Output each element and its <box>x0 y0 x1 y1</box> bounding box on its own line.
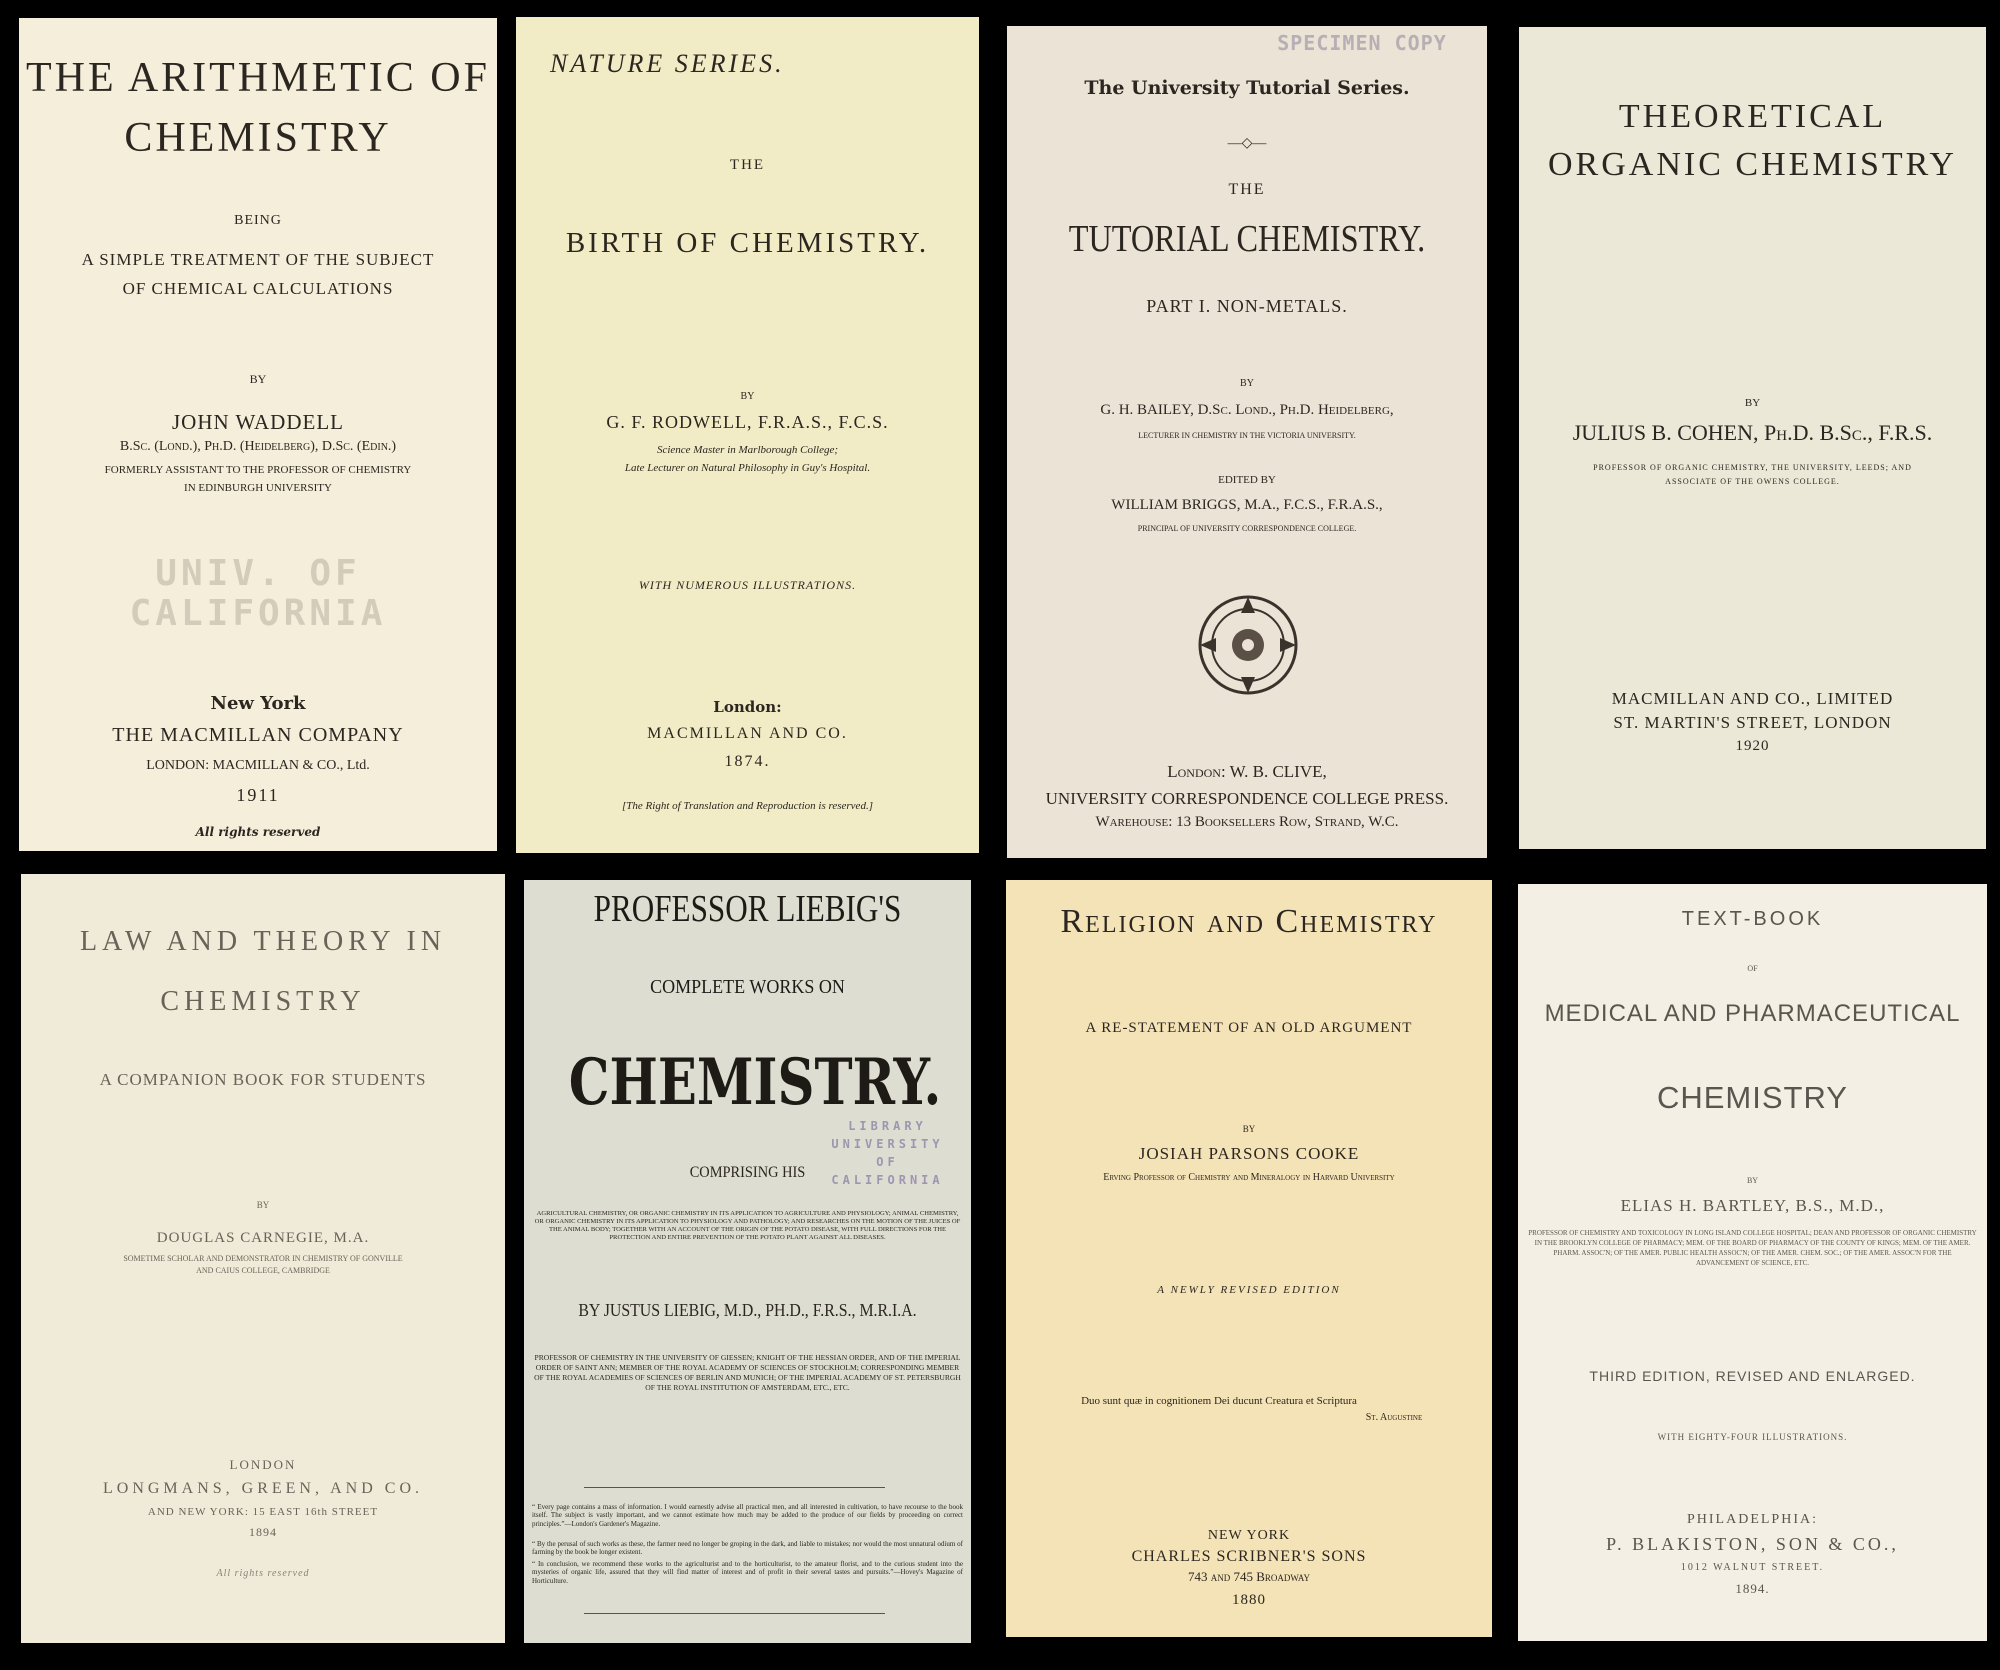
edition-note: A NEWLY REVISED EDITION <box>1157 1284 1341 1296</box>
series-name: The University Tutorial Series. <box>1084 77 1410 99</box>
publisher-place: New York <box>210 693 306 714</box>
publication-year: 1874. <box>724 753 771 770</box>
author-desc: PROFESSOR OF CHEMISTRY IN THE UNIVERSITY OF GIESSEN; KNIGHT OF THE HESSIAN ORDER, AND OF THE IMPERIAL ORDER OF SAINT ANN; MEMBER OF THE ROYAL ACADEMY OF SCIENCES OF STOCKHOLM; CORRESPONDING MEMBER OF THE ROYAL ACADEMIES OF SCIENCES OF BERLIN AND MUNICH; OF THE IMPERIAL ACADEMY OF ST. PETERSBURGH OF THE ROYAL INSTITUTION OF AMSTERDAM, ETC., ETC. <box>534 1353 961 1392</box>
edition-note: THIRD EDITION, REVISED AND ENLARGED. <box>1589 1368 1916 1384</box>
publication-year: 1894 <box>249 1525 277 1539</box>
college-crest-emblem <box>1193 586 1303 704</box>
review-quote-1: “ Every page contains a mass of information. I would earnestly advise all practical men, and all interested in cultivation, to have recourse to the book itself. The subject is vastly important, and we cannot estimate how much may be added to the produce of our fields by proceeding on correct principles.”—London's Gardener's Magazine. <box>532 1503 963 1528</box>
epigraph-attribution: St. Augustine <box>1365 1412 1423 1423</box>
publisher-name: MACMILLAN AND CO. <box>647 725 848 742</box>
publisher-address: ST. MARTIN'S STREET, LONDON <box>1613 713 1892 732</box>
divider-rule <box>584 1487 885 1488</box>
book-title-line-2: CHEMISTRY <box>124 115 392 161</box>
bottom-rule <box>584 1613 885 1614</box>
author-desc: PROFESSOR OF CHEMISTRY AND TOXICOLOGY IN LONG ISLAND COLLEGE HOSPITAL; DEAN AND PROFESSOR OF ORGANIC CHEMISTRY IN THE BROOKLYN COLLEGE OF PHARMACY; MEM. OF THE BOARD OF PHARMACY OF THE COUNTY OF KINGS; MEM. OF THE AMER. PHARM. ASSOC'N; OF THE AMER. PUBLIC HEALTH ASSOC'N; OF THE AMER. CHEM. SOC.; OF THE AMER. ASSOC'N FOR THE ADVANCEMENT OF SCIENCE, ETC. <box>1528 1229 1977 1268</box>
book-title-line-1: TEXT-BOOK <box>1681 908 1824 930</box>
publisher-name: MACMILLAN AND CO., LIMITED <box>1611 689 1894 708</box>
editor-name: WILLIAM BRIGGS, M.A., F.C.S., F.R.A.S., <box>1111 497 1383 513</box>
publication-year: 1894. <box>1735 1581 1770 1596</box>
by-label: BY <box>1240 378 1254 389</box>
publisher-address: 743 and 745 Broadway <box>1187 1569 1311 1584</box>
author-name: ELIAS H. BARTLEY, B.S., M.D., <box>1620 1196 1885 1215</box>
by-label: BY <box>1242 1124 1256 1134</box>
part-label: PART I. NON-METALS. <box>1146 296 1348 316</box>
book-title-line-1: THEORETICAL <box>1618 98 1887 135</box>
book-title: BIRTH OF CHEMISTRY. <box>565 227 930 259</box>
publisher-name: THE MACMILLAN COMPANY <box>112 724 404 746</box>
author-name: G. H. BAILEY, D.Sc. Lond., Ph.D. Heidelberg, <box>1100 402 1394 418</box>
review-quote-3: “ In conclusion, we recommend these works to the agriculturist and to the horticulturist, to the amateur florist, and to the curious student into the mysteries of organic life, assured that they will find matter of interest and of profit in their several tastes and pursuits.”—Hovey's Magazine of Horticulture. <box>532 1560 963 1585</box>
library-stamp-line-1: UNIV. OF <box>155 553 361 594</box>
contents-summary: AGRICULTURAL CHEMISTRY, OR ORGANIC CHEMISTRY IN ITS APPLICATION TO AGRICULTURE AND PHYSIOLOGY; ANIMAL CHEMISTRY, OR ORGANIC CHEMISTRY IN ITS APPLICATION TO PHYSIOLOGY AND PATHOLOGY; AND RESEARCHES ON THE MOTION OF THE JUICES OF THE ANIMAL BODY; TOGETHER WITH AN ACCOUNT OF THE ORIGIN OF THE POTATO DISEASE, WITH FULL DIRECTIONS FOR THE PROTECTION AND ENTIRE PREVENTION OF THE POTATO PLANT AGAINST ALL DISEASES. <box>534 1210 961 1241</box>
title-page-religion-and-chemistry <box>1006 880 1492 1637</box>
author-name: DOUGLAS CARNEGIE, M.A. <box>156 1230 370 1246</box>
publication-year: 1880 <box>1232 1592 1266 1608</box>
author-desc-line-2: AND CAIUS COLLEGE, CAMBRIDGE <box>196 1266 330 1275</box>
publisher-london: LONDON: MACMILLAN & CO., Ltd. <box>146 758 370 773</box>
publication-year: 1920 <box>1735 738 1770 754</box>
library-stamp-line-1: LIBRARY <box>848 1119 927 1133</box>
library-stamp-line-2: CALIFORNIA <box>129 593 387 634</box>
book-title-line-2: CHEMISTRY <box>160 986 366 1017</box>
author-desc-line-1: SOMETIME SCHOLAR AND DEMONSTRATOR IN CHEMISTRY OF GONVILLE <box>123 1254 403 1263</box>
book-title: Religion and Chemistry <box>1060 903 1438 940</box>
warehouse-address: Warehouse: 13 Booksellers Row, Strand, W.C. <box>1095 814 1399 830</box>
subtitle: A RE-STATEMENT OF AN OLD ARGUMENT <box>1085 1020 1413 1036</box>
book-title-line-3: CHEMISTRY <box>1656 1080 1848 1115</box>
comprising-label: COMPRISING HIS <box>689 1164 806 1181</box>
author-name: JOHN WADDELL <box>171 410 344 434</box>
book-title-line-1: THE ARITHMETIC OF <box>26 55 490 101</box>
author-desc-line-1: PROFESSOR OF ORGANIC CHEMISTRY, THE UNIVERSITY, LEEDS; AND <box>1593 463 1912 472</box>
library-stamp-line-2: UNIVERSITY <box>831 1137 944 1151</box>
publisher-press: UNIVERSITY CORRESPONDENCE COLLEGE PRESS. <box>1045 789 1449 808</box>
library-stamp-line-3: OF <box>876 1155 899 1169</box>
illustrations-note: WITH EIGHTY-FOUR ILLUSTRATIONS. <box>1657 1432 1848 1442</box>
publisher-newyork: AND NEW YORK: 15 EAST 16th STREET <box>147 1506 379 1518</box>
book-title-line-3: CHEMISTRY. <box>568 1045 942 1120</box>
by-label: BY <box>1744 397 1761 409</box>
publisher-place: London: <box>713 698 782 716</box>
by-label: BY <box>740 391 755 402</box>
illustrations-note: WITH NUMEROUS ILLUSTRATIONS. <box>638 578 857 592</box>
publisher-london: London: W. B. CLIVE, <box>1167 762 1327 781</box>
edited-by-label: EDITED BY <box>1218 474 1276 486</box>
publisher-place: NEW YORK <box>1207 1528 1291 1543</box>
book-title-line-2: ORGANIC CHEMISTRY <box>1548 146 1957 183</box>
epigraph: Duo sunt quæ in cognitionem Dei ducunt Creatura et Scriptura <box>1081 1395 1357 1407</box>
publisher-name: LONGMANS, GREEN, AND CO. <box>102 1480 423 1497</box>
author-desc-line-2: ASSOCIATE OF THE OWENS COLLEGE. <box>1665 477 1840 486</box>
of-label: OF <box>1747 964 1758 973</box>
by-label: BY <box>1746 1176 1759 1185</box>
book-title-line-2: COMPLETE WORKS ON <box>650 976 845 998</box>
publisher-name: CHARLES SCRIBNER'S SONS <box>1131 1548 1367 1565</box>
subtitle-line-1: A SIMPLE TREATMENT OF THE SUBJECT <box>81 250 435 269</box>
specimen-copy-stamp: SPECIMEN COPY <box>1277 31 1447 55</box>
title-page-theoretical-organic-chemistry <box>1519 27 1986 849</box>
author-name: G. F. RODWELL, F.R.A.S., F.C.S. <box>606 412 889 432</box>
publication-year: 1911 <box>236 785 280 805</box>
book-title-line-1: PROFESSOR LIEBIG'S <box>593 888 902 930</box>
the-label: THE <box>1228 181 1266 198</box>
subtitle-line-2: OF CHEMICAL CALCULATIONS <box>122 279 394 298</box>
the-label: THE <box>729 157 766 173</box>
author-name: JULIUS B. COHEN, Ph.D. B.Sc., F.R.S. <box>1572 420 1933 445</box>
review-quote-2: “ By the perusal of such works as these, the farmer need no longer be groping in the dark, and liable to mistakes; nor would the most unnatural odium of farming by the book be longer existent. <box>532 1540 963 1557</box>
library-stamp-line-4: CALIFORNIA <box>831 1173 944 1187</box>
author-desc: LECTURER IN CHEMISTRY IN THE VICTORIA UNIVERSITY. <box>1138 431 1356 440</box>
author-desc-line-1: Science Master in Marlborough College; <box>656 444 839 456</box>
by-label: BY <box>249 372 267 386</box>
publisher-place: LONDON <box>229 1457 297 1472</box>
series-name: NATURE SERIES. <box>550 49 785 78</box>
book-title-line-2: MEDICAL AND PHARMACEUTICAL <box>1544 1000 1961 1027</box>
author-desc-line-2: Late Lecturer on Natural Philosophy in Guy's Hospital. <box>624 462 871 474</box>
author-desc-line-1: FORMERLY ASSISTANT TO THE PROFESSOR OF CHEMISTRY <box>104 464 412 476</box>
publisher-address: 1012 WALNUT STREET. <box>1680 1562 1825 1573</box>
publisher-place: PHILADELPHIA: <box>1687 1512 1818 1527</box>
author-desc-line-2: IN EDINBURGH UNIVERSITY <box>184 482 332 494</box>
author-desc: Erving Professor of Chemistry and Mineralogy in Harvard University <box>1103 1172 1395 1183</box>
title-page-law-and-theory-in-chemistry <box>21 874 505 1643</box>
title-page-liebig-complete-works <box>524 880 971 1643</box>
publisher-name: P. BLAKISTON, SON & CO., <box>1606 1534 1899 1554</box>
editor-desc: PRINCIPAL OF UNIVERSITY CORRESPONDENCE COLLEGE. <box>1137 524 1357 533</box>
title-page-medical-pharmaceutical-chemistry <box>1518 884 1987 1641</box>
title-page-arithmetic-of-chemistry <box>19 18 497 851</box>
by-label: BY <box>256 1200 270 1210</box>
author-name: BY JUSTUS LIEBIG, M.D., PH.D., F.R.S., M.R.I.A. <box>578 1300 917 1320</box>
author-name: JOSIAH PARSONS COOKE <box>1138 1144 1360 1163</box>
rights-notice: All rights reserved <box>195 825 321 839</box>
title-page-tutorial-chemistry <box>1007 26 1487 858</box>
series-divider-ornament: ―◇― <box>1227 136 1267 151</box>
rights-notice: All rights reserved <box>216 1568 310 1579</box>
being-label: BEING <box>234 213 282 228</box>
book-title-line-1: LAW AND THEORY IN <box>79 926 447 957</box>
rights-notice: [The Right of Translation and Reproduction is reserved.] <box>622 800 873 812</box>
author-degrees: B.Sc. (Lond.), Ph.D. (Heidelberg), D.Sc. (Edin.) <box>119 439 397 454</box>
subtitle: A COMPANION BOOK FOR STUDENTS <box>99 1070 427 1089</box>
book-title: TUTORIAL CHEMISTRY. <box>1068 218 1426 260</box>
title-page-birth-of-chemistry <box>516 17 979 853</box>
